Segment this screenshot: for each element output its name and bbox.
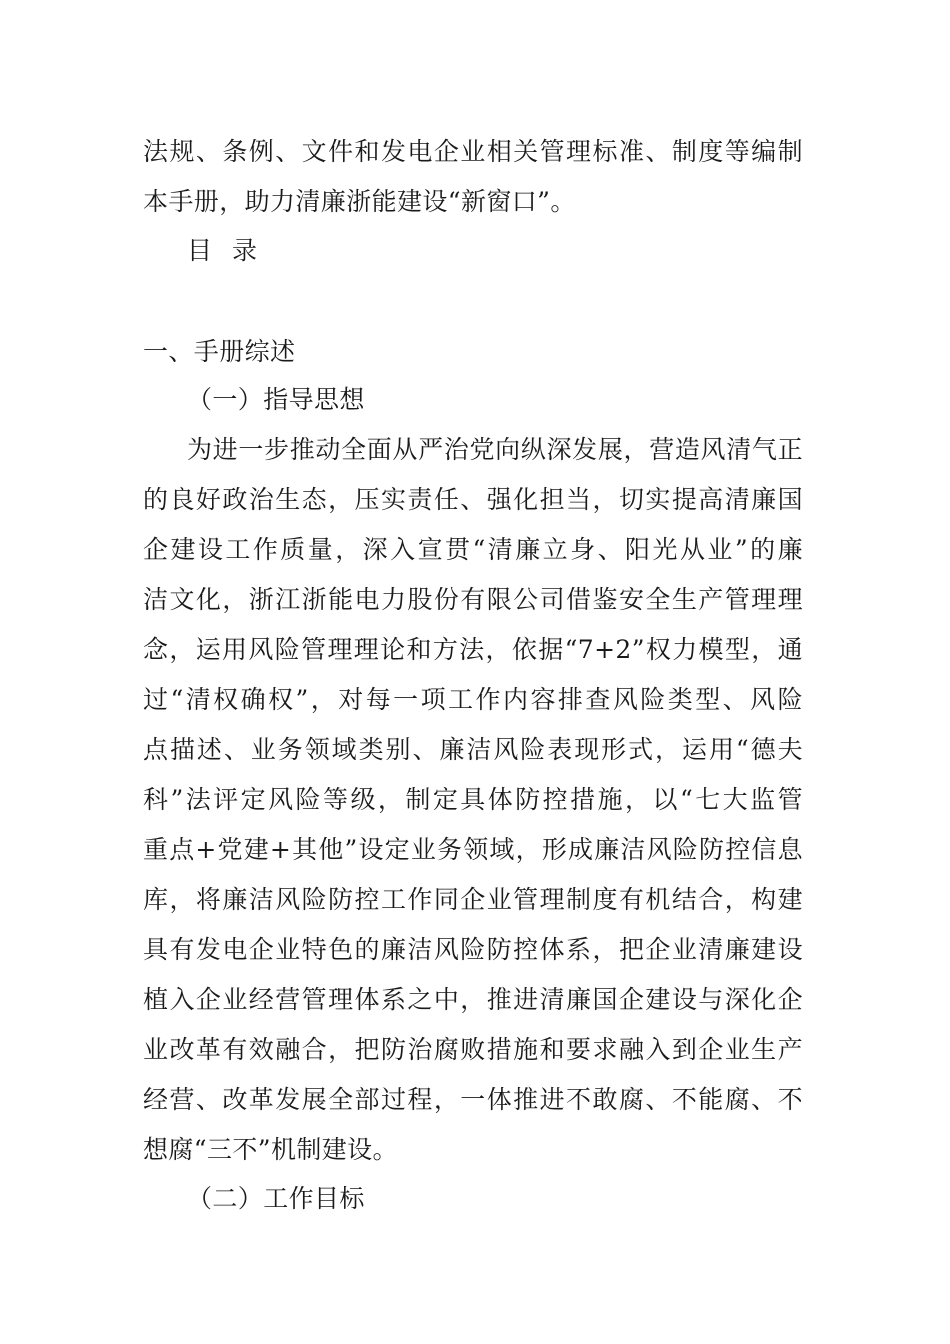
subsection-heading: （二）工作目标 (187, 1184, 365, 1213)
paragraph-line: 点描述、业务领域类别、廉洁风险表现形式，运用“德夫 (143, 735, 803, 764)
paragraph-line: 过“清权确权”，对每一项工作内容排查风险类型、风险 (143, 685, 803, 714)
paragraph-line: 为进一步推动全面从严治党向纵深发展，营造风清气正 (187, 435, 803, 464)
section-heading: 一、手册综述 (143, 337, 296, 366)
subsection-heading: （一）指导思想 (187, 385, 365, 414)
paragraph-line: 科”法评定风险等级，制定具体防控措施，以“七大监管 (143, 785, 803, 814)
paragraph-line: 重点+党建+其他”设定业务领域，形成廉洁风险防控信息 (143, 835, 803, 864)
paragraph-line: 想腐“三不”机制建设。 (143, 1135, 398, 1164)
paragraph-line: 经营、改革发展全部过程，一体推进不敢腐、不能腐、不 (143, 1085, 803, 1114)
intro-line: 法规、条例、文件和发电企业相关管理标准、制度等编制 (143, 137, 803, 166)
paragraph-line: 植入企业经营管理体系之中，推进清廉国企建设与深化企 (143, 985, 803, 1014)
paragraph-line: 洁文化，浙江浙能电力股份有限公司借鉴安全生产管理理 (143, 585, 803, 614)
paragraph-line: 具有发电企业特色的廉洁风险防控体系，把企业清廉建设 (143, 935, 803, 964)
paragraph-line: 业改革有效融合，把防治腐败措施和要求融入到企业生产 (143, 1035, 803, 1064)
paragraph-line: 企建设工作质量，深入宣贯“清廉立身、阳光从业”的廉 (143, 535, 803, 564)
paragraph-line: 的良好政治生态，压实责任、强化担当，切实提高清廉国 (143, 485, 803, 514)
toc-title: 目 录 (187, 236, 263, 265)
intro-line: 本手册，助力清廉浙能建设“新窗口”。 (143, 187, 576, 216)
paragraph-line: 库，将廉洁风险防控工作同企业管理制度有机结合，构建 (143, 885, 803, 914)
paragraph-line: 念，运用风险管理理论和方法，依据“7+2”权力模型，通 (143, 635, 803, 664)
